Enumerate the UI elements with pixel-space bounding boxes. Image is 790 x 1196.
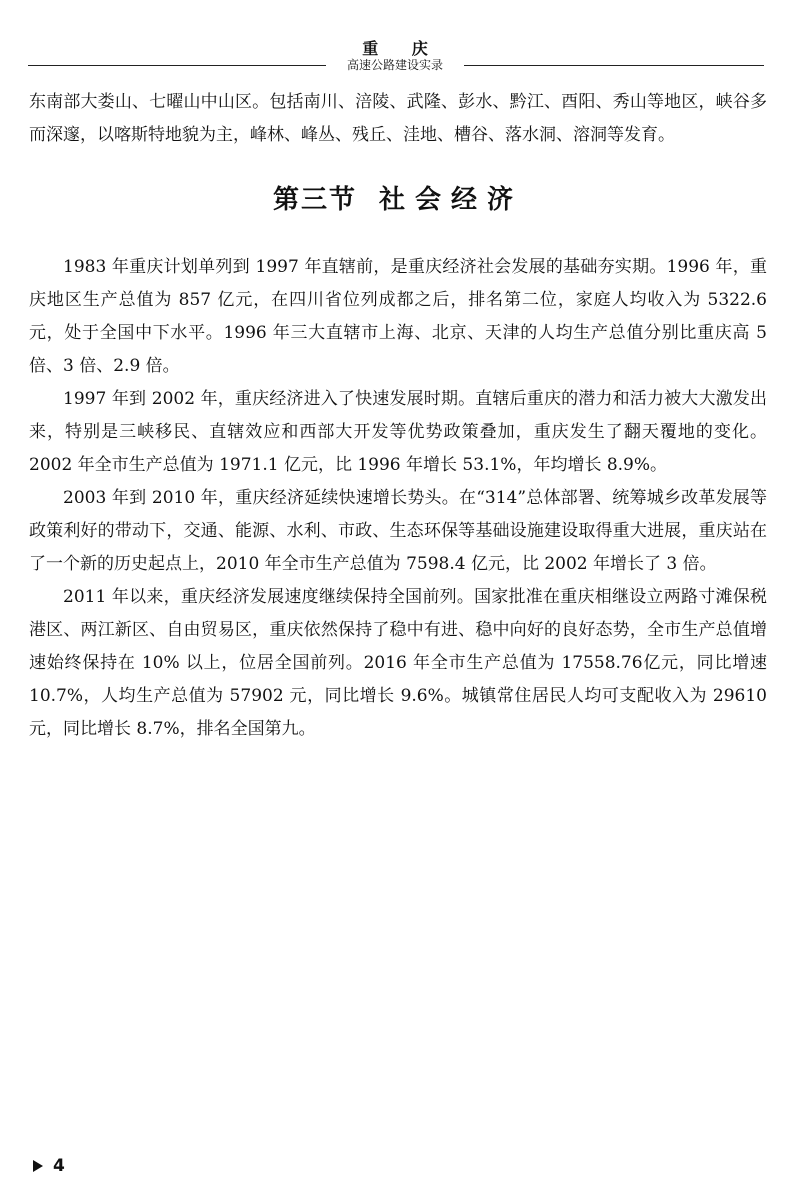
page-number: 4 <box>53 1156 65 1176</box>
page-body <box>29 86 767 746</box>
running-header-subtitle: 高速公路建设实录 <box>346 58 443 72</box>
page-footer <box>33 1154 65 1178</box>
continued-paragraph: 东南部大娄山、七曜山中山区。包括南川、涪陵、武隆、彭水、黔江、酉阳、秀山等地区，峡谷多而深邃，以喀斯特地貌为主，峰林、峰丛、残丘、洼地、槽谷、落水洞、溶洞等发育。 <box>29 92 767 145</box>
header-rule-left <box>28 65 326 66</box>
running-header-title: 重 庆 <box>362 39 442 58</box>
section-heading <box>29 180 767 220</box>
header-rule-right <box>464 65 764 66</box>
triangle-marker-icon <box>33 1160 43 1172</box>
paragraph-2011-onward: 2011 年以来，重庆经济发展速度继续保持全国前列。国家批准在重庆相继设立两路寸滩保税港区、两江新区、自由贸易区，重庆依然保持了稳中有进、稳中向好的良好态势，全市生产总值增速始终保持在 10% 以上，位居全国前列。2016 年全市生产总值为 17558.76亿元，同比增速 10.7%，人均生产总值为 57902 元，同比增长 9.6%。城镇常住居民人均可支配收入为 29610 元，同比增长 8.7%，排名全国第九。 <box>29 587 767 739</box>
paragraph-2003-2010: 2003 年到 2010 年，重庆经济延续快速增长势头。在“314”总体部署、统筹城乡改革发展等政策利好的带动下，交通、能源、水利、市政、生态环保等基础设施建设取得重大进展，重庆站在了一个新的历史起点上，2010 年全市生产总值为 7598.4 亿元，比 2002 年增长了 3 倍。 <box>29 488 767 574</box>
paragraph-1997-2002: 1997 年到 2002 年，重庆经济进入了快速发展时期。直辖后重庆的潜力和活力被大大激发出来，特别是三峡移民、直辖效应和西部大开发等优势政策叠加，重庆发生了翻天覆地的变化。2002 年全市生产总值为 1971.1 亿元，比 1996 年增长 53.1%，年均增长 8.9%。 <box>29 389 767 475</box>
section-number: 第三节 <box>272 185 357 215</box>
section-title: 社会经济 <box>379 185 524 215</box>
running-header <box>0 0 790 80</box>
paragraph-1983-1997: 1983 年重庆计划单列到 1997 年直辖前，是重庆经济社会发展的基础夯实期。1996 年，重庆地区生产总值为 857 亿元，在四川省位列成都之后，排名第二位，家庭人均收入为 5322.6 元，处于全国中下水平。1996 年三大直辖市上海、北京、天津的人均生产总值分别比重庆高 5 倍、3 倍、2.9 倍。 <box>29 257 767 376</box>
